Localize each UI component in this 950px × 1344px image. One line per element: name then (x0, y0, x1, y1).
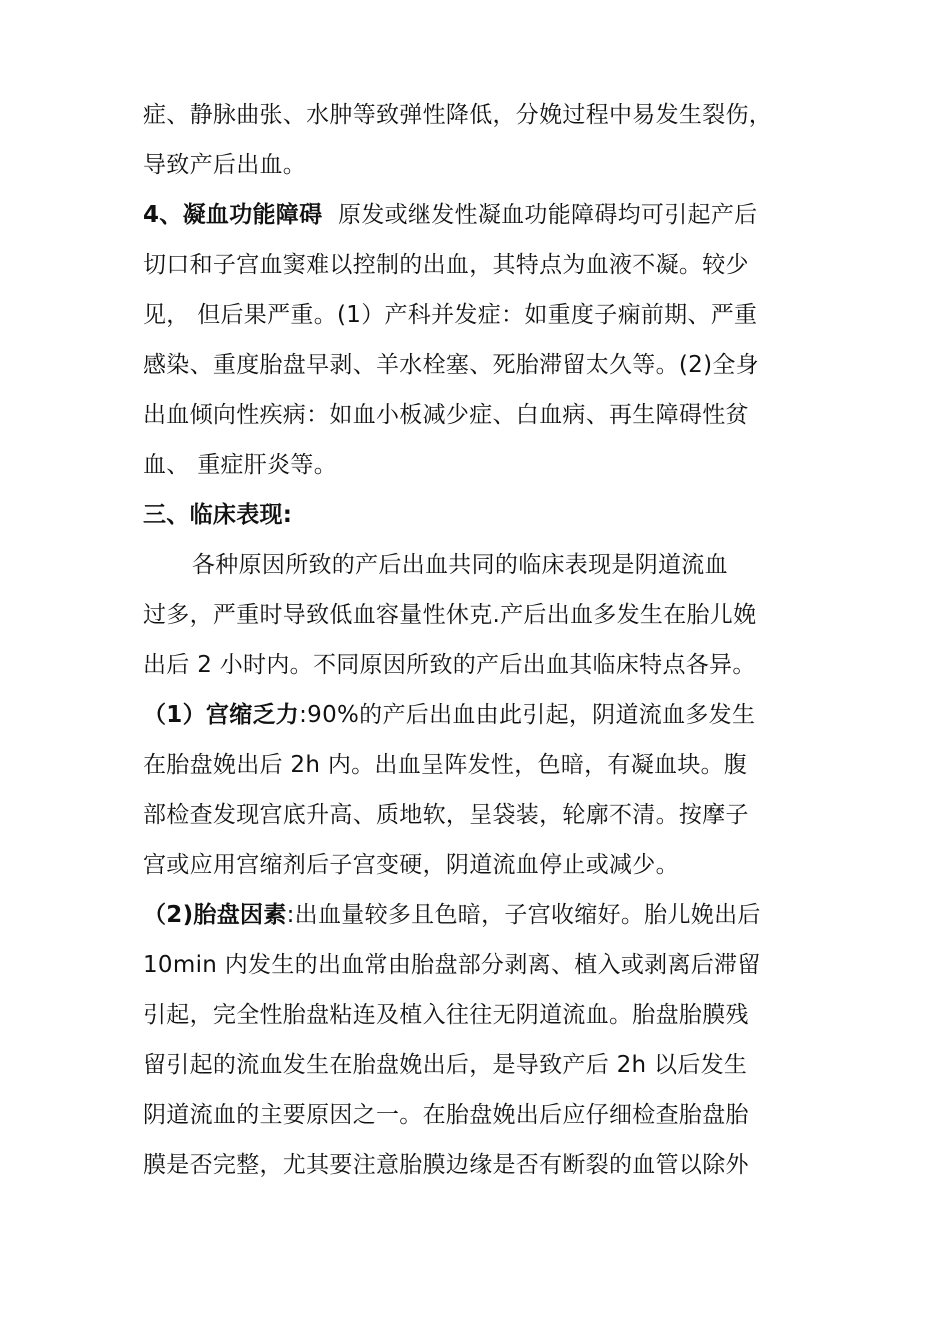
text-line: 切口和子宫血窦难以控制的出血，其特点为血液不凝。较少 (143, 252, 749, 278)
paragraph-first-line: 各种原因所致的产后出血共同的临床表现是阴道流血 (192, 552, 728, 578)
text-line: 10min 内发生的出血常由胎盘部分剥离、植入或剥离后滞留 (143, 952, 761, 978)
item-2-heading: （2)胎盘因素 (143, 902, 287, 928)
text-line: 出后 2 小时内。不同原因所致的产后出血其临床特点各异。 (143, 652, 756, 678)
section-4-text: 原发或继发性凝血功能障碍均可引起产后 (338, 202, 758, 228)
item-1-line (143, 699, 823, 731)
text-line: 部检查发现宫底升高、质地软，呈袋装，轮廓不清。按摩子 (143, 802, 749, 828)
text-line: 引起，完全性胎盘粘连及植入往往无阴道流血。胎盘胎膜残 (143, 1002, 749, 1028)
item-1-heading: （1）宫缩乏力 (143, 702, 300, 728)
text-line: 留引起的流血发生在胎盘娩出后，是导致产后 2h 以后发生 (143, 1052, 748, 1078)
text-line: 导致产后出血。 (143, 152, 307, 178)
text-line: 膜是否完整，尤其要注意胎膜边缘是否有断裂的血管以除外 (143, 1152, 749, 1178)
section-4-line (143, 199, 823, 231)
item-2-text: :出血量较多且色暗，子宫收缩好。胎儿娩出后 (286, 902, 761, 928)
text-line: 血、 重症肝炎等。 (143, 452, 338, 478)
text-line: 出血倾向性疾病：如血小板减少症、白血病、再生障碍性贫 (143, 402, 749, 428)
item-1-text: :90%的产后出血由此引起，阴道流血多发生 (299, 702, 756, 728)
text-line: 过多，严重时导致低血容量性休克.产后出血多发生在胎儿娩 (143, 602, 757, 628)
section-3-heading: 三、临床表现: (143, 502, 293, 528)
text-line: 阴道流血的主要原因之一。在胎盘娩出后应仔细检查胎盘胎 (143, 1102, 749, 1128)
text-line: 在胎盘娩出后 2h 内。出血呈阵发性，色暗，有凝血块。腹 (143, 752, 748, 778)
text-line: 见， 但后果严重。(1）产科并发症：如重度子痫前期、严重 (143, 302, 758, 328)
text-line: 宫或应用宫缩剂后子宫变硬，阴道流血停止或减少。 (143, 852, 679, 878)
text-line: 症、静脉曲张、水肿等致弹性降低，分娩过程中易发生裂伤， (143, 102, 773, 128)
text-line: 感染、重度胎盘早剥、羊水栓塞、死胎滞留太久等。(2)全身 (143, 352, 759, 378)
item-2-line (143, 899, 823, 931)
section-4-heading: 4、凝血功能障碍 (143, 202, 323, 228)
